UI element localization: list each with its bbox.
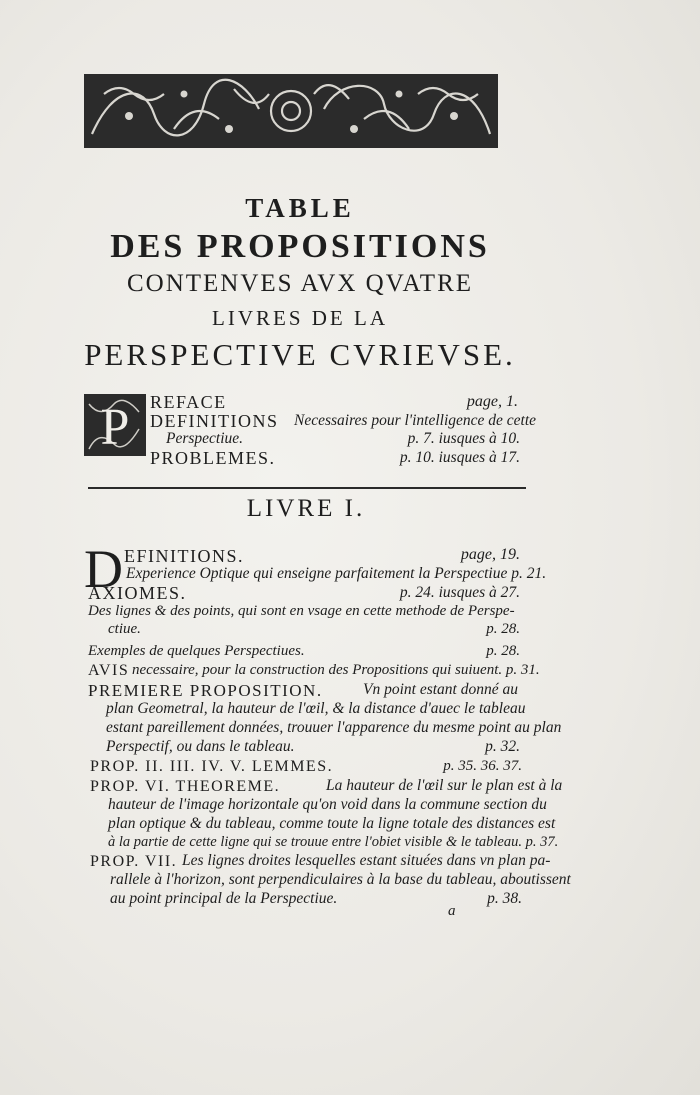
definitions-page: p. 7. iusques à 10. [407,430,520,447]
prop-6-label: PROP. VI. THEOREME. [90,778,281,795]
prop-7-label: PROP. VII. [90,853,178,870]
definitions-label: DEFINITIONS [150,411,279,431]
prop-6-text: La hauteur de l'œil sur le plan est à la [326,777,563,794]
initial-ornament-icon [84,394,146,456]
prop-7-text-3: au point principal de la Perspectiue. [110,890,338,907]
premiere-proposition-label: PREMIERE PROPOSITION. [88,681,323,700]
prop-2-5-page: p. 35. 36. 37. [443,758,522,774]
livre-heading: LIVRE I. [246,495,366,522]
title-livres-de-la: LIVRES DE LA [212,306,388,330]
dropcap-letter: P [100,399,130,456]
signature-mark: a [448,903,456,919]
prop-7-page: p. 38. [487,890,522,907]
lignes-entry: Des lignes & des points, qui sont en vsage en cette methode de Perspe- [88,603,515,619]
premiere-proposition-page: p. 32. [485,738,520,755]
prop-7-text: Les lignes droites lesquelles estant situées dans vn plan pa- [182,852,551,869]
lignes-page: p. 28. [486,621,520,637]
preface-page: page, 1. [466,393,518,410]
premiere-proposition-text-2: plan Geometral, la hauteur de l'œil, & la distance d'auec le tableau [106,700,526,717]
prop-7-text-2: rallele à l'horizon, sont perpendiculaires à la base du tableau, aboutissent [110,871,571,888]
premiere-proposition-text-4: Perspectif, ou dans le tableau. [106,738,295,755]
premiere-proposition-text-3: estant pareillement données, trouuer l'apparence du mesme point au plan [106,719,562,736]
preface-label: REFACE [150,392,227,412]
prop-6-text-4: à la partie de cette ligne qui se trouue entre l'obiet visible & le tableau. p. 37. [108,834,559,850]
dropcap-d: D [84,539,123,599]
definitions-desc-cont: Perspectiue. [166,430,244,447]
axiomes-page: p. 24. iusques à 27. [399,584,520,601]
prop-6-text-2: hauteur de l'image horizontale qu'on void dans la commune section du [108,796,547,813]
avis-text: necessaire, pour la construction des Propositions qui suiuent. p. 31. [132,662,540,678]
title-contenues: CONTENVES AVX QVATRE [126,270,474,297]
title-table: TABLE [245,193,355,223]
problemes-label: PROBLEMES. [150,448,276,468]
experience-entry: Experience Optique qui enseigne parfaitement la Perspectiue p. 21. [126,565,547,582]
avis-label: AVIS [88,662,130,679]
definitions-desc: Necessaires pour l'intelligence de cette [294,412,537,429]
prop-6-text-3: plan optique & du tableau, comme toute la ligne totale des distances est [108,815,556,832]
exemples-entry: Exemples de quelques Perspectiues. [88,643,305,659]
definitions-entry-label: EFINITIONS. [124,546,244,566]
premiere-proposition-text: Vn point estant donné au [363,681,518,698]
decorated-initial-p [84,394,146,456]
title-des-propositions: DES PROPOSITIONS [110,228,490,265]
title-perspective-curieuse: PERSPECTIVE CVRIEVSE. [84,337,516,372]
divider-rule [88,487,526,489]
definitions-entry-page: page, 19. [460,546,520,563]
prop-2-5-label: PROP. II. III. IV. V. LEMMES. [90,758,334,775]
axiomes-label: AXIOMES. [88,583,187,603]
lignes-entry-cont: ctiue. [108,621,141,637]
floral-headpiece-ornament [84,74,498,148]
problemes-page: p. 10. iusques à 17. [399,449,520,466]
exemples-page: p. 28. [486,643,520,659]
